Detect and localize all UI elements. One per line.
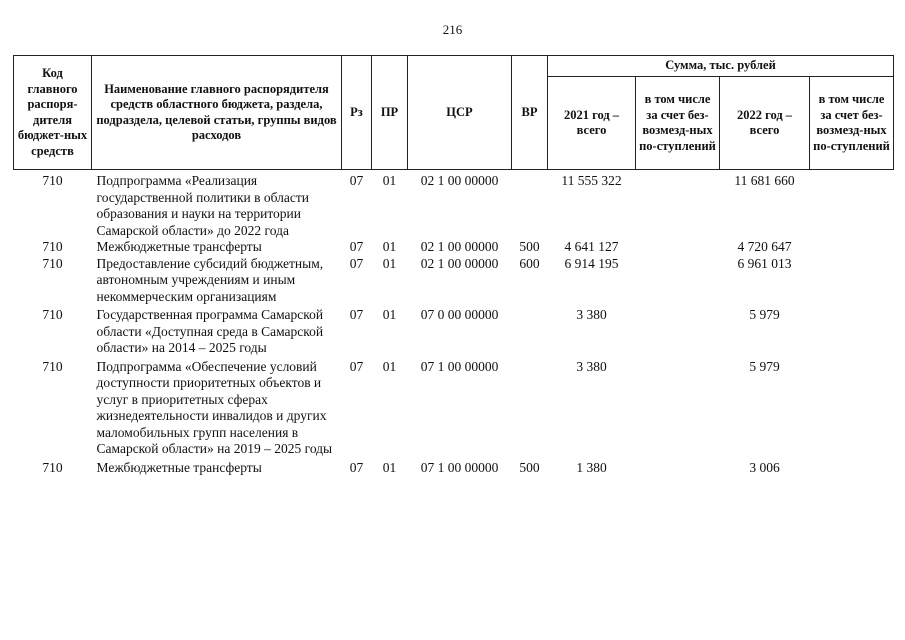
cell-vr: [512, 170, 548, 240]
header-name: Наименование главного распорядителя средств областного бюджета, раздела, подраздела, целевой статьи, группы видов расходов: [92, 56, 342, 170]
cell-sum-2022: 5 979: [749, 307, 780, 322]
cell-vr: 600: [519, 255, 540, 271]
header-sum-2021: 2021 год – всего: [548, 77, 636, 170]
cell-sum-2021: 3 380: [576, 358, 607, 374]
cell-pr: 01: [382, 358, 397, 374]
table-row: [14, 239, 894, 256]
page-number: 216: [442, 22, 463, 37]
budget-table: [13, 55, 894, 476]
cell-name: Межбюджетные трансферты: [96, 459, 262, 475]
cell-name: Подпрограмма «Реализация государственной политики в области образования и науки на территории Самарской области» до 2022 года: [96, 173, 310, 238]
cell-code: 710: [42, 173, 63, 188]
cell-rz: 07: [349, 239, 364, 254]
header-free-2022: в том числе за счет без-возмезд-ных по-ступлений: [810, 77, 894, 170]
cell-sum-2022: 6 961 013: [737, 255, 792, 271]
cell-code: 710: [42, 307, 63, 322]
cell-free-2022: [810, 458, 894, 477]
cell-csr: 02 1 00 00000: [420, 255, 499, 271]
cell-sum-2021: 4 641 127: [564, 239, 619, 254]
cell-code: 710: [42, 239, 63, 254]
cell-csr: 07 1 00 00000: [420, 358, 499, 374]
cell-code: 710: [42, 255, 63, 271]
cell-csr: 02 1 00 00000: [420, 173, 499, 188]
cell-pr: 01: [382, 255, 397, 271]
cell-csr: 07 0 00 00000: [420, 307, 499, 322]
cell-rz: 07: [349, 459, 364, 475]
cell-free-2021: [636, 357, 720, 458]
cell-pr: 01: [382, 307, 397, 322]
cell-sum-2022: 3 006: [749, 459, 780, 475]
cell-pr: 01: [382, 459, 397, 475]
table-row: [14, 256, 894, 306]
cell-rz: 07: [349, 255, 364, 271]
cell-sum-2021: 1 380: [576, 459, 607, 475]
header-sum-2022: 2022 год – всего: [720, 77, 810, 170]
cell-free-2021: [636, 170, 720, 240]
cell-free-2022: [810, 256, 894, 306]
cell-code: 710: [42, 358, 63, 374]
header-free-2021: в том числе за счет без-возмезд-ных по-ступлений: [636, 77, 720, 170]
cell-vr: [512, 305, 548, 357]
cell-code: 710: [42, 459, 63, 475]
cell-name: Государственная программа Самарской области «Доступная среда в Самарской области» на 2014 – 2025 годы: [96, 307, 324, 355]
header-code: Код главного распоря-дителя бюджет-ных средств: [14, 56, 92, 170]
cell-vr: 500: [519, 239, 540, 254]
table-row: [14, 357, 894, 458]
cell-free-2021: [636, 239, 720, 256]
cell-sum-2021: 6 914 195: [564, 255, 619, 271]
cell-csr: 07 1 00 00000: [420, 459, 499, 475]
cell-rz: 07: [349, 307, 364, 322]
cell-pr: 01: [382, 239, 397, 254]
cell-sum-2022: 11 681 660: [734, 173, 795, 188]
header-pr: ПР: [372, 56, 408, 170]
table-row: [14, 305, 894, 357]
header-vr: ВР: [512, 56, 548, 170]
table-row: [14, 170, 894, 240]
cell-rz: 07: [349, 173, 364, 188]
cell-vr: 500: [519, 459, 540, 475]
cell-pr: 01: [382, 173, 397, 188]
cell-sum-2021: 3 380: [576, 307, 607, 322]
cell-rz: 07: [349, 358, 364, 374]
cell-name: Межбюджетные трансферты: [96, 239, 262, 254]
cell-free-2022: [810, 170, 894, 240]
cell-vr: [512, 357, 548, 458]
cell-free-2022: [810, 239, 894, 256]
cell-name: Подпрограмма «Обеспечение условий доступности приоритетных объектов и услуг в приоритетных сферах жизнедеятельности инвалидов и других маломобильных групп населения в Самарской области» на 2019 – 2025 годы: [96, 358, 333, 456]
table-header: [14, 56, 894, 170]
cell-sum-2022: 4 720 647: [737, 239, 792, 254]
cell-free-2021: [636, 305, 720, 357]
cell-sum-2021: 11 555 322: [561, 173, 622, 188]
cell-free-2022: [810, 305, 894, 357]
header-sum: Сумма, тыс. рублей: [548, 56, 894, 77]
cell-csr: 02 1 00 00000: [420, 239, 499, 254]
table-row: [14, 458, 894, 477]
cell-free-2021: [636, 256, 720, 306]
cell-name: Предоставление субсидий бюджетным, автономным учреждениям и иным некоммерческим организациям: [96, 255, 324, 304]
table-body: [14, 170, 894, 477]
header-rz: Рз: [342, 56, 372, 170]
cell-free-2021: [636, 458, 720, 477]
cell-sum-2022: 5 979: [749, 358, 780, 374]
header-csr: ЦСР: [408, 56, 512, 170]
cell-free-2022: [810, 357, 894, 458]
